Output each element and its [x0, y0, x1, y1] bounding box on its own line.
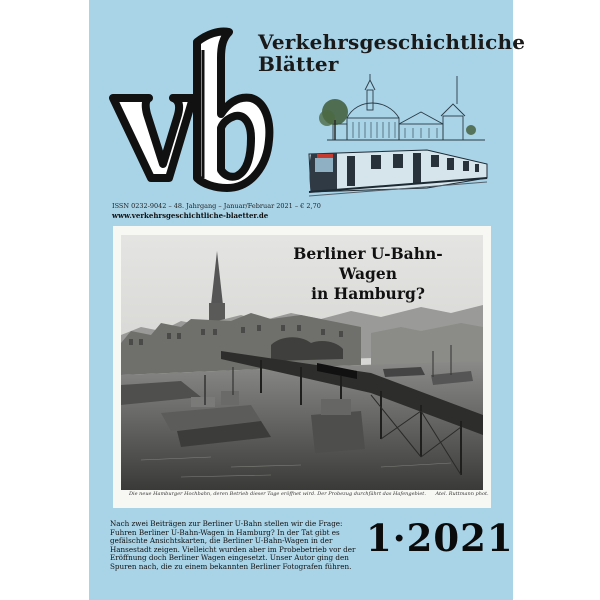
- station-and-train-illustration: [307, 58, 489, 218]
- issn-line: ISSN 0232-9042 – 48. Jahrgang – Januar/Februar 2021 – € 2,70: [112, 202, 321, 210]
- cover-headline-line2: in Hamburg?: [311, 284, 425, 303]
- magazine-cover: [89, 0, 526, 600]
- magazine-title-line1: Verkehrsgeschichtliche: [258, 30, 526, 54]
- photo-caption-text: Die neue Hamburger Hochbahn, deren Betrieb dieser Tage eröffnet wird. Der Probezug durchfährt das Hafengebiet.: [129, 491, 426, 497]
- photo-credit: Atel. Ruttmann phot.: [435, 491, 489, 497]
- teaser-text: Nach zwei Beiträgen zur Berliner U-Bahn stellen wir die Frage: Fuhren Berliner U-Bahn-Wagen in Hamburg? In der Tat gibt es gefälschte Ansichtskarten, die Berliner U-Bahn-Wagen in der Hansestadt zeigen. Vielleicht wurden aber im Probebetrieb vor der Eröffnung doch Berliner Wagen eingesetzt. Unser Autor ging den Spuren nach, die zu einem bekannten Berliner Fotografen führen.: [110, 519, 356, 571]
- magazine-title-line2: Blätter: [258, 52, 339, 76]
- issue-number: 1·2021: [366, 516, 514, 560]
- photo-caption: [129, 491, 489, 497]
- vb-logo: [111, 28, 271, 196]
- cover-headline: [275, 244, 461, 304]
- website-url[interactable]: www.verkehrsgeschichtliche-blaetter.de: [112, 211, 269, 220]
- cover-headline-line1: Berliner U-Bahn-Wagen: [293, 244, 443, 283]
